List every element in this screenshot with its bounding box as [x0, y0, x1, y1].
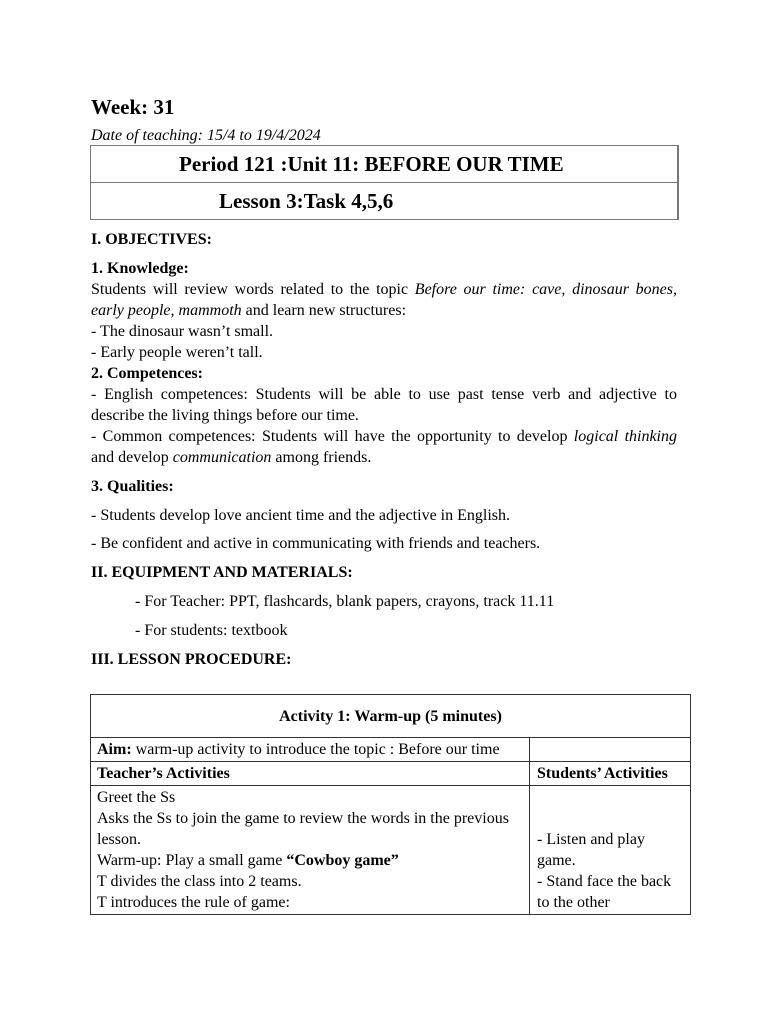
- lesson-empty-cell: [678, 183, 679, 220]
- period-title: Period 121 :Unit 11: BEFORE OUR TIME: [91, 146, 678, 183]
- competences-heading: 2. Competences:: [91, 365, 203, 382]
- quality-2: - Be confident and active in communicating with friends and teachers.: [91, 535, 541, 552]
- competence-logical: logical thinking: [573, 428, 678, 445]
- knowledge-text-end: and learn new structures:: [241, 302, 407, 319]
- document-body: [91, 229, 677, 670]
- knowledge-text: Students will review words related to the topic: [91, 281, 415, 298]
- knowledge-topic: Before our time: cave, dinosaur bones, early people, mammoth: [91, 281, 678, 319]
- period-empty-cell: [678, 146, 679, 183]
- structure-1: - The dinosaur wasn’t small.: [91, 323, 274, 340]
- competence-text-3: among friends.: [271, 449, 372, 466]
- objectives-heading: I. OBJECTIVES:: [91, 231, 212, 248]
- week-heading: Week: 31: [91, 95, 175, 119]
- knowledge-paragraph: [91, 279, 677, 321]
- teacher-line: T divides the class into 2 teams.: [97, 873, 302, 890]
- teacher-line: [97, 850, 523, 871]
- student-line: - Listen and play game.: [537, 831, 645, 869]
- procedure-heading: III. LESSON PROCEDURE:: [91, 651, 292, 668]
- lesson-title: Lesson 3:Task 4,5,6: [91, 183, 678, 220]
- student-line: - Stand face the back to the other: [537, 873, 672, 911]
- competence-english: - English competences: Students will be able to use past tense verb and adjective to describe the living things before our time.: [91, 386, 677, 424]
- spacer: [537, 787, 684, 829]
- aim-label: Aim:: [97, 741, 132, 758]
- students-activities-cell: [530, 786, 691, 915]
- competence-text-2: and develop: [91, 449, 173, 466]
- teacher-line: T introduces the rule of game:: [97, 894, 290, 911]
- aim-empty-cell: [530, 738, 691, 762]
- competence-communication: communication: [172, 449, 272, 466]
- competence-common: [91, 426, 677, 468]
- teacher-line: Greet the Ss: [97, 789, 176, 806]
- equipment-teacher: - For Teacher: PPT, flashcards, blank papers, crayons, track 11.11: [135, 593, 555, 610]
- procedure-table: [90, 694, 691, 915]
- equipment-students: - For students: textbook: [135, 622, 288, 639]
- teacher-line: Asks the Ss to join the game to review the words in the previous lesson.: [97, 810, 509, 848]
- aim-text: warm-up activity to introduce the topic : Before our time: [131, 741, 500, 758]
- teacher-activities-cell: [91, 786, 530, 915]
- period-table: [90, 145, 679, 220]
- students-activities-header: Students’ Activities: [530, 762, 691, 786]
- warmup-text: Warm-up: Play a small game: [97, 852, 287, 869]
- teaching-date: Date of teaching: 15/4 to 19/4/2024: [91, 127, 321, 144]
- quality-1: - Students develop love ancient time and the adjective in English.: [91, 507, 510, 524]
- competence-text: - Common competences: Students will have the opportunity to develop: [91, 428, 574, 445]
- game-name: “Cowboy game”: [286, 852, 399, 869]
- equipment-heading: II. EQUIPMENT AND MATERIALS:: [91, 564, 353, 581]
- qualities-heading: 3. Qualities:: [91, 478, 174, 495]
- aim-cell: [91, 738, 530, 762]
- knowledge-heading: 1. Knowledge:: [91, 260, 189, 277]
- activity-title: Activity 1: Warm-up (5 minutes): [91, 695, 691, 738]
- teacher-activities-header: Teacher’s Activities: [91, 762, 530, 786]
- structure-2: - Early people weren’t tall.: [91, 344, 263, 361]
